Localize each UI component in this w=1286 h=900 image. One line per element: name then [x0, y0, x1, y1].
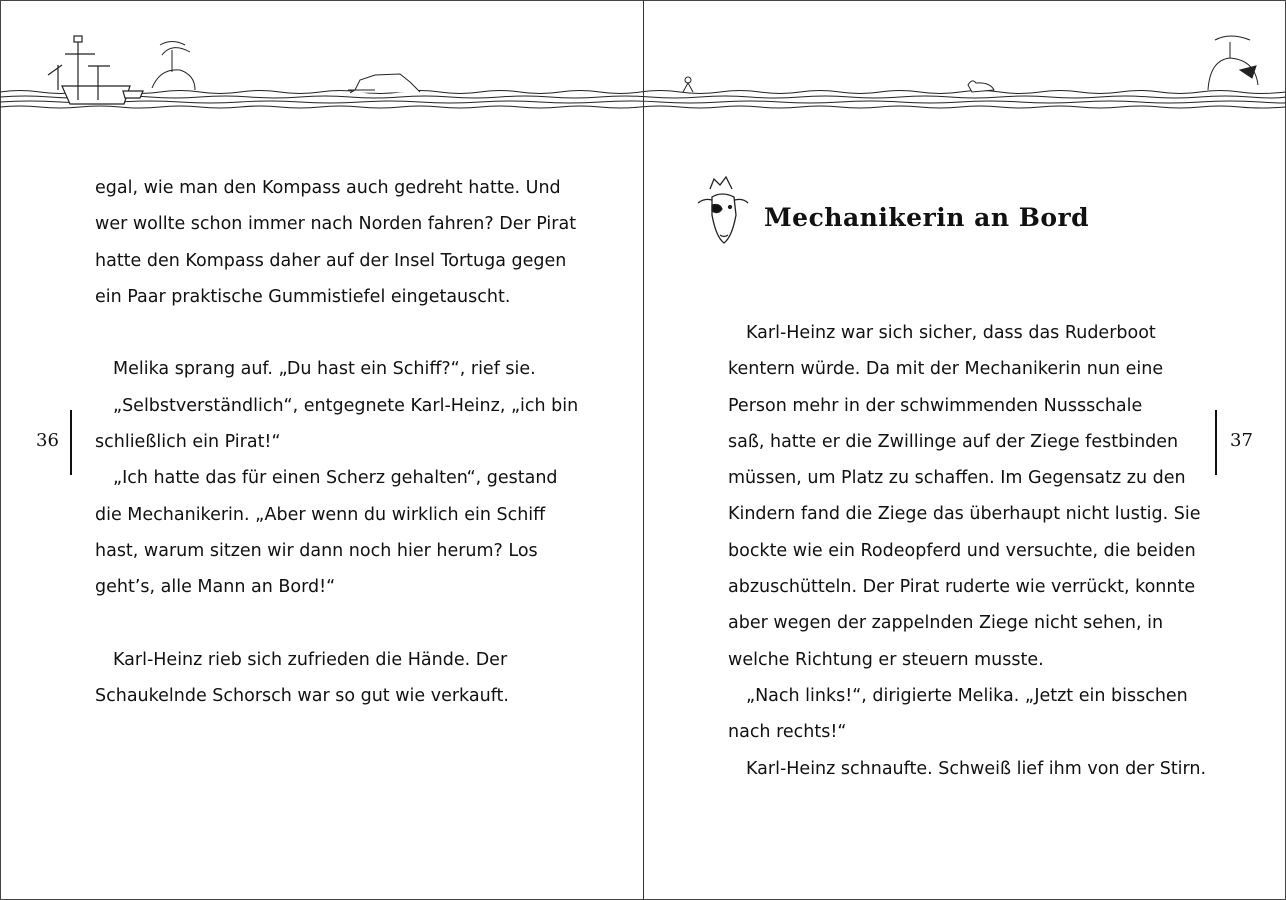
- duck-icon: [968, 81, 994, 92]
- text-line: die Mechanikerin. „Aber wenn du wirklich ein Schiff: [95, 504, 546, 525]
- page-number-bar-right: [1215, 410, 1217, 475]
- text-line: Karl-Heinz rieb sich zufrieden die Hände. Der: [113, 649, 508, 670]
- text-line: kentern würde. Da mit der Mechanikerin nun eine: [728, 359, 1164, 380]
- page-number-bar-left: [70, 410, 72, 475]
- text-line: Karl-Heinz war sich sicher, dass das Ruderboot: [746, 323, 1156, 343]
- text-line: egal, wie man den Kompass auch gedreht hatte. Und: [95, 178, 561, 198]
- palm-island-icon: [152, 42, 195, 91]
- text-line: schließlich ein Pirat!“: [95, 432, 281, 453]
- text-line: Karl-Heinz schnaufte. Schweiß lief ihm von der Stirn.: [746, 758, 1207, 779]
- left-page-text: [95, 170, 578, 714]
- right-page-text: [728, 315, 1206, 787]
- text-line: „Nach links!“, dirigierte Melika. „Jetzt ein bisschen: [746, 685, 1188, 706]
- text-line: bockte wie ein Rodeopferd und versuchte, die beiden: [728, 540, 1196, 561]
- rock-island-icon: [348, 74, 420, 93]
- text-line: nach rechts!“: [728, 722, 847, 743]
- text-line: Person mehr in der schwimmenden Nussschale: [728, 395, 1143, 416]
- blank-line: [95, 606, 578, 642]
- text-line: aber wegen der zappelnden Ziege nicht sehen, in: [728, 613, 1164, 634]
- page-number-left: 36: [36, 430, 59, 451]
- text-line: „Ich hatte das für einen Scherz gehalten“, gestand: [113, 468, 558, 489]
- page-number-right: 37: [1230, 430, 1253, 451]
- text-line: Kindern fand die Ziege das überhaupt nicht lustig. Sie: [728, 504, 1201, 525]
- page-gutter: [643, 0, 644, 900]
- blank-line: [95, 315, 578, 351]
- text-line: „Selbstverständlich“, entgegnete Karl-Heinz, „ich bin: [113, 395, 579, 416]
- text-line: Schaukelnde Schorsch war so gut wie verkauft.: [95, 686, 509, 707]
- text-line: saß, hatte er die Zwillinge auf der Ziege festbinden: [728, 431, 1179, 452]
- text-line: hast, warum sitzen wir dann noch hier herum? Los: [95, 540, 538, 561]
- text-line: welche Richtung er steuern musste.: [728, 649, 1044, 670]
- text-line: abzuschütteln. Der Pirat ruderte wie verrückt, konnte: [728, 577, 1196, 598]
- text-line: hatte den Kompass daher auf der Insel Tortuga gegen: [95, 250, 567, 271]
- text-line: geht’s, alle Mann an Bord!“: [95, 577, 336, 598]
- small-figure-icon: [683, 77, 693, 92]
- sea-illustration-header: [0, 30, 1286, 120]
- goat-pirate-icon: [692, 175, 754, 247]
- text-line: ein Paar praktische Gummistiefel eingetauscht.: [95, 286, 511, 307]
- text-line: Melika sprang auf. „Du hast ein Schiff?“, rief sie.: [113, 359, 536, 380]
- text-line: wer wollte schon immer nach Norden fahren? Der Pirat: [95, 214, 577, 235]
- chapter-title: Mechanikerin an Bord: [764, 203, 1090, 232]
- text-line: müssen, um Platz zu schaffen. Im Gegensatz zu den: [728, 468, 1186, 489]
- palm-island-right-icon: [1208, 36, 1258, 90]
